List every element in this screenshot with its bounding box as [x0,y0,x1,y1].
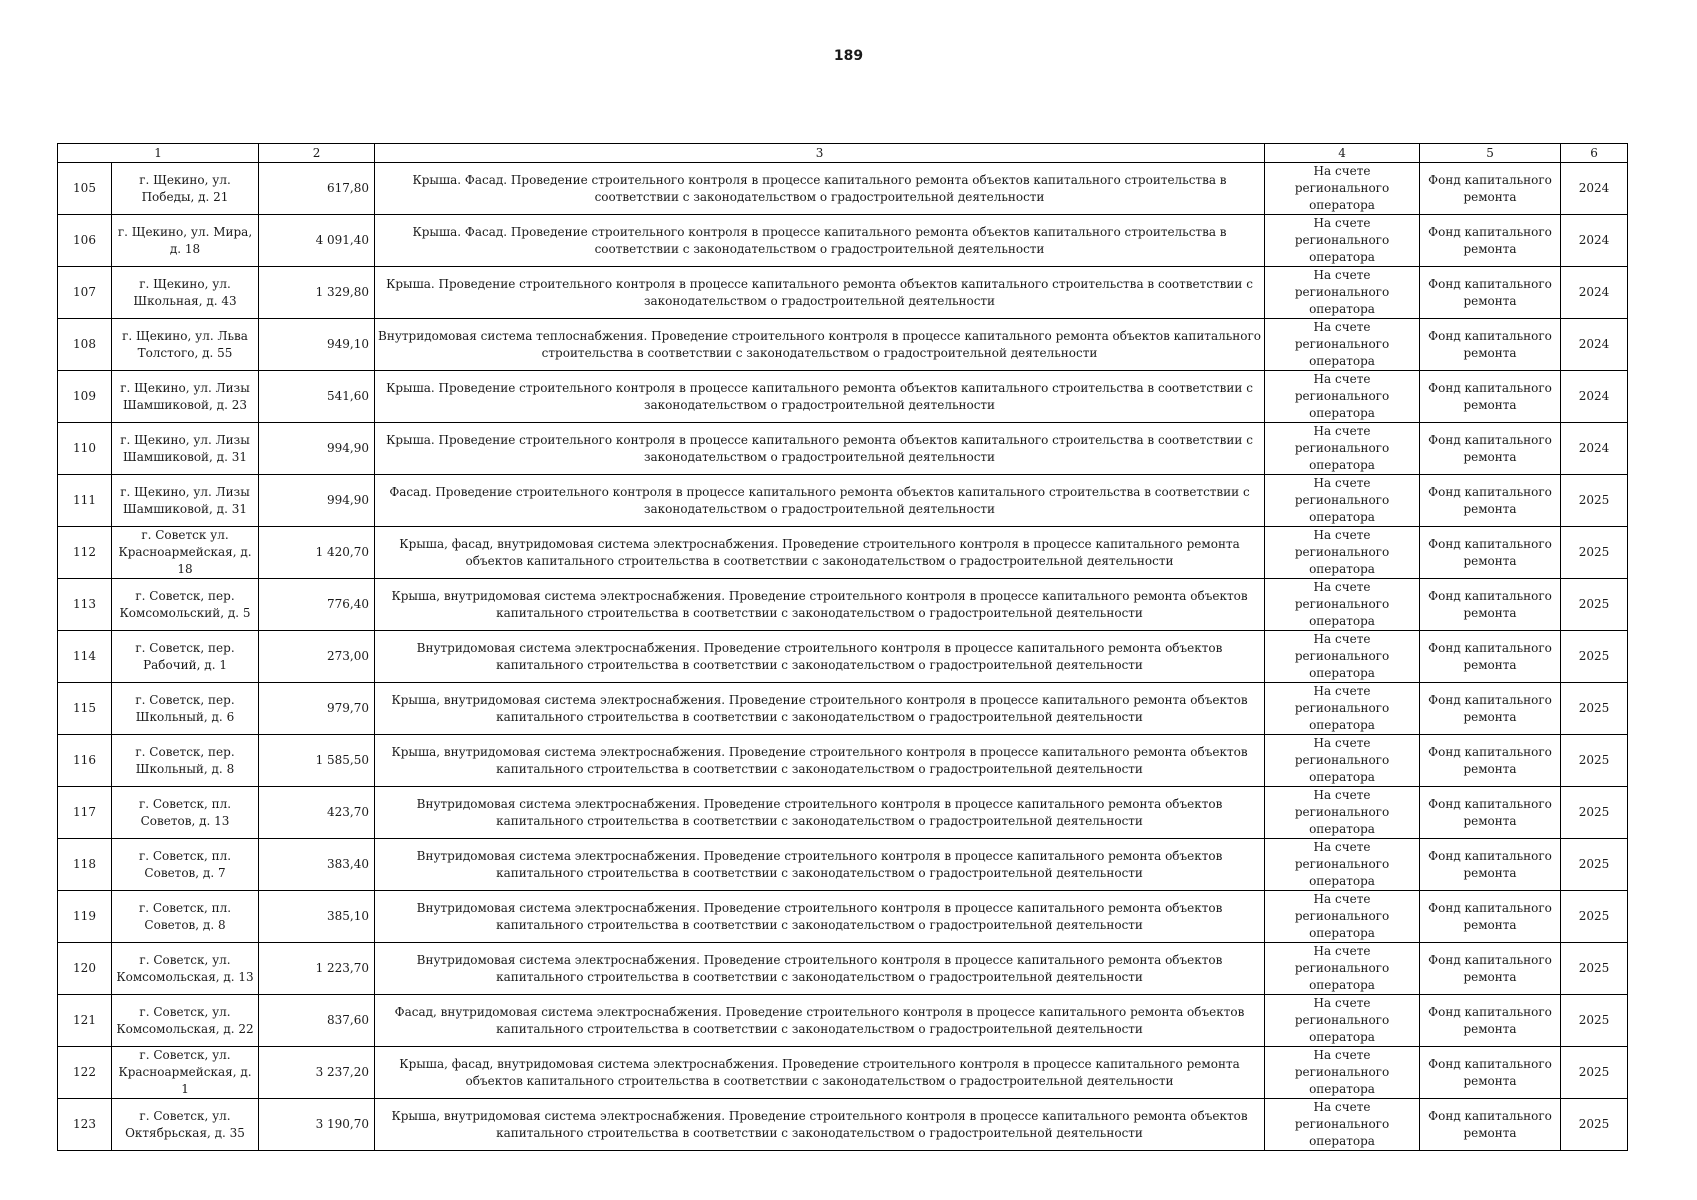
year-cell: 2025 [1561,683,1628,735]
funding-source-cell: Фонд капитального ремонта [1420,891,1561,943]
row-number: 117 [58,787,112,839]
account-cell: На счете регионального оператора [1265,683,1420,735]
row-number: 123 [58,1099,112,1151]
funding-source-cell: Фонд капитального ремонта [1420,631,1561,683]
row-number: 110 [58,423,112,475]
works-description-cell: Крыша, внутридомовая система электроснабжения. Проведение строительного контроля в процессе капитального ремонта объектов капитального строительства в соответствии с законодательством о градостроительной деятельности [375,1099,1265,1151]
works-description-cell: Крыша. Проведение строительного контроля в процессе капитального ремонта объектов капитального строительства в соответствии с законодательством о градостроительной деятельности [375,423,1265,475]
funding-source-cell: Фонд капитального ремонта [1420,527,1561,579]
account-cell: На счете регионального оператора [1265,943,1420,995]
works-description-cell: Крыша. Фасад. Проведение строительного контроля в процессе капитального ремонта объектов капитального строительства в соответствии с законодательством о градостроительной деятельности [375,215,1265,267]
area-cell: 3 190,70 [259,1099,375,1151]
address-cell: г. Советск, пер. Школьный, д. 6 [112,683,259,735]
address-cell: г. Советск ул. Красноармейская, д. 18 [112,527,259,579]
table-row [58,787,1628,839]
funding-source-cell: Фонд капитального ремонта [1420,1099,1561,1151]
address-cell: г. Советск, пл. Советов, д. 7 [112,839,259,891]
table-row [58,995,1628,1047]
table-body [58,163,1628,1151]
address-cell: г. Советск, пл. Советов, д. 8 [112,891,259,943]
works-description-cell: Фасад. Проведение строительного контроля в процессе капитального ремонта объектов капитального строительства в соответствии с законодательством о градостроительной деятельности [375,475,1265,527]
address-cell: г. Щекино, ул. Победы, д. 21 [112,163,259,215]
funding-source-cell: Фонд капитального ремонта [1420,787,1561,839]
row-number: 116 [58,735,112,787]
account-cell: На счете регионального оператора [1265,163,1420,215]
year-cell: 2025 [1561,527,1628,579]
account-cell: На счете регионального оператора [1265,1099,1420,1151]
account-cell: На счете регионального оператора [1265,995,1420,1047]
column-header-6: 6 [1561,144,1628,163]
address-cell: г. Щекино, ул. Льва Толстого, д. 55 [112,319,259,371]
table-row [58,579,1628,631]
funding-source-cell: Фонд капитального ремонта [1420,1047,1561,1099]
row-number: 119 [58,891,112,943]
address-cell: г. Советск, пер. Рабочий, д. 1 [112,631,259,683]
works-description-cell: Внутридомовая система электроснабжения. Проведение строительного контроля в процессе капитального ремонта объектов капитального строительства в соответствии с законодательством о градостроительной деятельности [375,787,1265,839]
account-cell: На счете регионального оператора [1265,631,1420,683]
works-description-cell: Внутридомовая система электроснабжения. Проведение строительного контроля в процессе капитального ремонта объектов капитального строительства в соответствии с законодательством о градостроительной деятельности [375,891,1265,943]
works-description-cell: Крыша. Проведение строительного контроля в процессе капитального ремонта объектов капитального строительства в соответствии с законодательством о градостроительной деятельности [375,371,1265,423]
address-cell: г. Советск, пер. Школьный, д. 8 [112,735,259,787]
funding-source-cell: Фонд капитального ремонта [1420,943,1561,995]
table-row [58,423,1628,475]
funding-source-cell: Фонд капитального ремонта [1420,423,1561,475]
account-cell: На счете регионального оператора [1265,215,1420,267]
works-description-cell: Крыша. Проведение строительного контроля в процессе капитального ремонта объектов капитального строительства в соответствии с законодательством о градостроительной деятельности [375,267,1265,319]
funding-source-cell: Фонд капитального ремонта [1420,579,1561,631]
funding-source-cell: Фонд капитального ремонта [1420,371,1561,423]
table-row [58,891,1628,943]
address-cell: г. Щекино, ул. Лизы Шамшиковой, д. 31 [112,475,259,527]
column-header-2: 2 [259,144,375,163]
table-row [58,475,1628,527]
table-row [58,735,1628,787]
address-cell: г. Советск, ул. Октябрьская, д. 35 [112,1099,259,1151]
area-cell: 4 091,40 [259,215,375,267]
year-cell: 2024 [1561,423,1628,475]
account-cell: На счете регионального оператора [1265,267,1420,319]
works-description-cell: Крыша, фасад, внутридомовая система электроснабжения. Проведение строительного контроля в процессе капитального ремонта объектов капитального строительства в соответствии с законодательством о градостроительной деятельности [375,527,1265,579]
header-row [58,144,1628,163]
table-row [58,267,1628,319]
table-row [58,215,1628,267]
column-header-5: 5 [1420,144,1561,163]
year-cell: 2025 [1561,1047,1628,1099]
year-cell: 2025 [1561,787,1628,839]
row-number: 114 [58,631,112,683]
account-cell: На счете регионального оператора [1265,319,1420,371]
account-cell: На счете регионального оператора [1265,371,1420,423]
works-description-cell: Внутридомовая система теплоснабжения. Проведение строительного контроля в процессе капитального ремонта объектов капитального строительства в соответствии с законодательством о градостроительной деятельности [375,319,1265,371]
area-cell: 383,40 [259,839,375,891]
area-cell: 423,70 [259,787,375,839]
year-cell: 2025 [1561,839,1628,891]
address-cell: г. Щекино, ул. Школьная, д. 43 [112,267,259,319]
address-cell: г. Советск, ул. Комсомольская, д. 13 [112,943,259,995]
row-number: 115 [58,683,112,735]
works-description-cell: Фасад, внутридомовая система электроснабжения. Проведение строительного контроля в процессе капитального ремонта объектов капитального строительства в соответствии с законодательством о градостроительной деятельности [375,995,1265,1047]
table-row [58,163,1628,215]
table-row [58,371,1628,423]
area-cell: 994,90 [259,423,375,475]
row-number: 106 [58,215,112,267]
row-number: 113 [58,579,112,631]
funding-source-cell: Фонд капитального ремонта [1420,163,1561,215]
works-description-cell: Крыша, внутридомовая система электроснабжения. Проведение строительного контроля в процессе капитального ремонта объектов капитального строительства в соответствии с законодательством о градостроительной деятельности [375,579,1265,631]
page-number: 189 [833,48,864,64]
row-number: 108 [58,319,112,371]
address-cell: г. Щекино, ул. Лизы Шамшиковой, д. 31 [112,423,259,475]
account-cell: На счете регионального оператора [1265,423,1420,475]
works-description-cell: Крыша, внутридомовая система электроснабжения. Проведение строительного контроля в процессе капитального ремонта объектов капитального строительства в соответствии с законодательством о градостроительной деятельности [375,683,1265,735]
funding-source-cell: Фонд капитального ремонта [1420,267,1561,319]
works-description-cell: Крыша, внутридомовая система электроснабжения. Проведение строительного контроля в процессе капитального ремонта объектов капитального строительства в соответствии с законодательством о градостроительной деятельности [375,735,1265,787]
funding-source-cell: Фонд капитального ремонта [1420,319,1561,371]
table-row [58,1099,1628,1151]
area-cell: 994,90 [259,475,375,527]
address-cell: г. Советск, ул. Красноармейская, д. 1 [112,1047,259,1099]
capital-repair-table [57,143,1628,1151]
area-cell: 1 585,50 [259,735,375,787]
year-cell: 2025 [1561,943,1628,995]
table-row [58,527,1628,579]
row-number: 122 [58,1047,112,1099]
table-row [58,319,1628,371]
address-cell: г. Щекино, ул. Мира, д. 18 [112,215,259,267]
account-cell: На счете регионального оператора [1265,735,1420,787]
account-cell: На счете регионального оператора [1265,475,1420,527]
year-cell: 2025 [1561,735,1628,787]
area-cell: 1 223,70 [259,943,375,995]
works-description-cell: Крыша. Фасад. Проведение строительного контроля в процессе капитального ремонта объектов капитального строительства в соответствии с законодательством о градостроительной деятельности [375,163,1265,215]
area-cell: 3 237,20 [259,1047,375,1099]
funding-source-cell: Фонд капитального ремонта [1420,475,1561,527]
row-number: 118 [58,839,112,891]
account-cell: На счете регионального оператора [1265,527,1420,579]
row-number: 107 [58,267,112,319]
funding-source-cell: Фонд капитального ремонта [1420,215,1561,267]
area-cell: 979,70 [259,683,375,735]
table-row [58,631,1628,683]
account-cell: На счете регионального оператора [1265,787,1420,839]
area-cell: 273,00 [259,631,375,683]
row-number: 121 [58,995,112,1047]
address-cell: г. Щекино, ул. Лизы Шамшиковой, д. 23 [112,371,259,423]
table-row [58,943,1628,995]
row-number: 109 [58,371,112,423]
column-header-1: 1 [58,144,259,163]
table-row [58,1047,1628,1099]
account-cell: На счете регионального оператора [1265,1047,1420,1099]
funding-source-cell: Фонд капитального ремонта [1420,735,1561,787]
year-cell: 2025 [1561,1099,1628,1151]
year-cell: 2024 [1561,215,1628,267]
address-cell: г. Советск, ул. Комсомольская, д. 22 [112,995,259,1047]
year-cell: 2024 [1561,267,1628,319]
year-cell: 2024 [1561,371,1628,423]
funding-source-cell: Фонд капитального ремонта [1420,995,1561,1047]
area-cell: 541,60 [259,371,375,423]
row-number: 111 [58,475,112,527]
works-description-cell: Внутридомовая система электроснабжения. Проведение строительного контроля в процессе капитального ремонта объектов капитального строительства в соответствии с законодательством о градостроительной деятельности [375,839,1265,891]
row-number: 105 [58,163,112,215]
funding-source-cell: Фонд капитального ремонта [1420,839,1561,891]
account-cell: На счете регионального оператора [1265,839,1420,891]
area-cell: 949,10 [259,319,375,371]
row-number: 120 [58,943,112,995]
row-number: 112 [58,527,112,579]
table-row [58,839,1628,891]
account-cell: На счете регионального оператора [1265,579,1420,631]
year-cell: 2024 [1561,163,1628,215]
year-cell: 2025 [1561,475,1628,527]
year-cell: 2025 [1561,995,1628,1047]
area-cell: 1 420,70 [259,527,375,579]
works-description-cell: Крыша, фасад, внутридомовая система электроснабжения. Проведение строительного контроля в процессе капитального ремонта объектов капитального строительства в соответствии с законодательством о градостроительной деятельности [375,1047,1265,1099]
column-header-3: 3 [375,144,1265,163]
column-header-4: 4 [1265,144,1420,163]
area-cell: 1 329,80 [259,267,375,319]
address-cell: г. Советск, пер. Комсомольский, д. 5 [112,579,259,631]
year-cell: 2025 [1561,579,1628,631]
table-row [58,683,1628,735]
year-cell: 2024 [1561,319,1628,371]
address-cell: г. Советск, пл. Советов, д. 13 [112,787,259,839]
area-cell: 837,60 [259,995,375,1047]
area-cell: 617,80 [259,163,375,215]
year-cell: 2025 [1561,631,1628,683]
area-cell: 776,40 [259,579,375,631]
account-cell: На счете регионального оператора [1265,891,1420,943]
funding-source-cell: Фонд капитального ремонта [1420,683,1561,735]
works-description-cell: Внутридомовая система электроснабжения. Проведение строительного контроля в процессе капитального ремонта объектов капитального строительства в соответствии с законодательством о градостроительной деятельности [375,631,1265,683]
works-description-cell: Внутридомовая система электроснабжения. Проведение строительного контроля в процессе капитального ремонта объектов капитального строительства в соответствии с законодательством о градостроительной деятельности [375,943,1265,995]
area-cell: 385,10 [259,891,375,943]
year-cell: 2025 [1561,891,1628,943]
